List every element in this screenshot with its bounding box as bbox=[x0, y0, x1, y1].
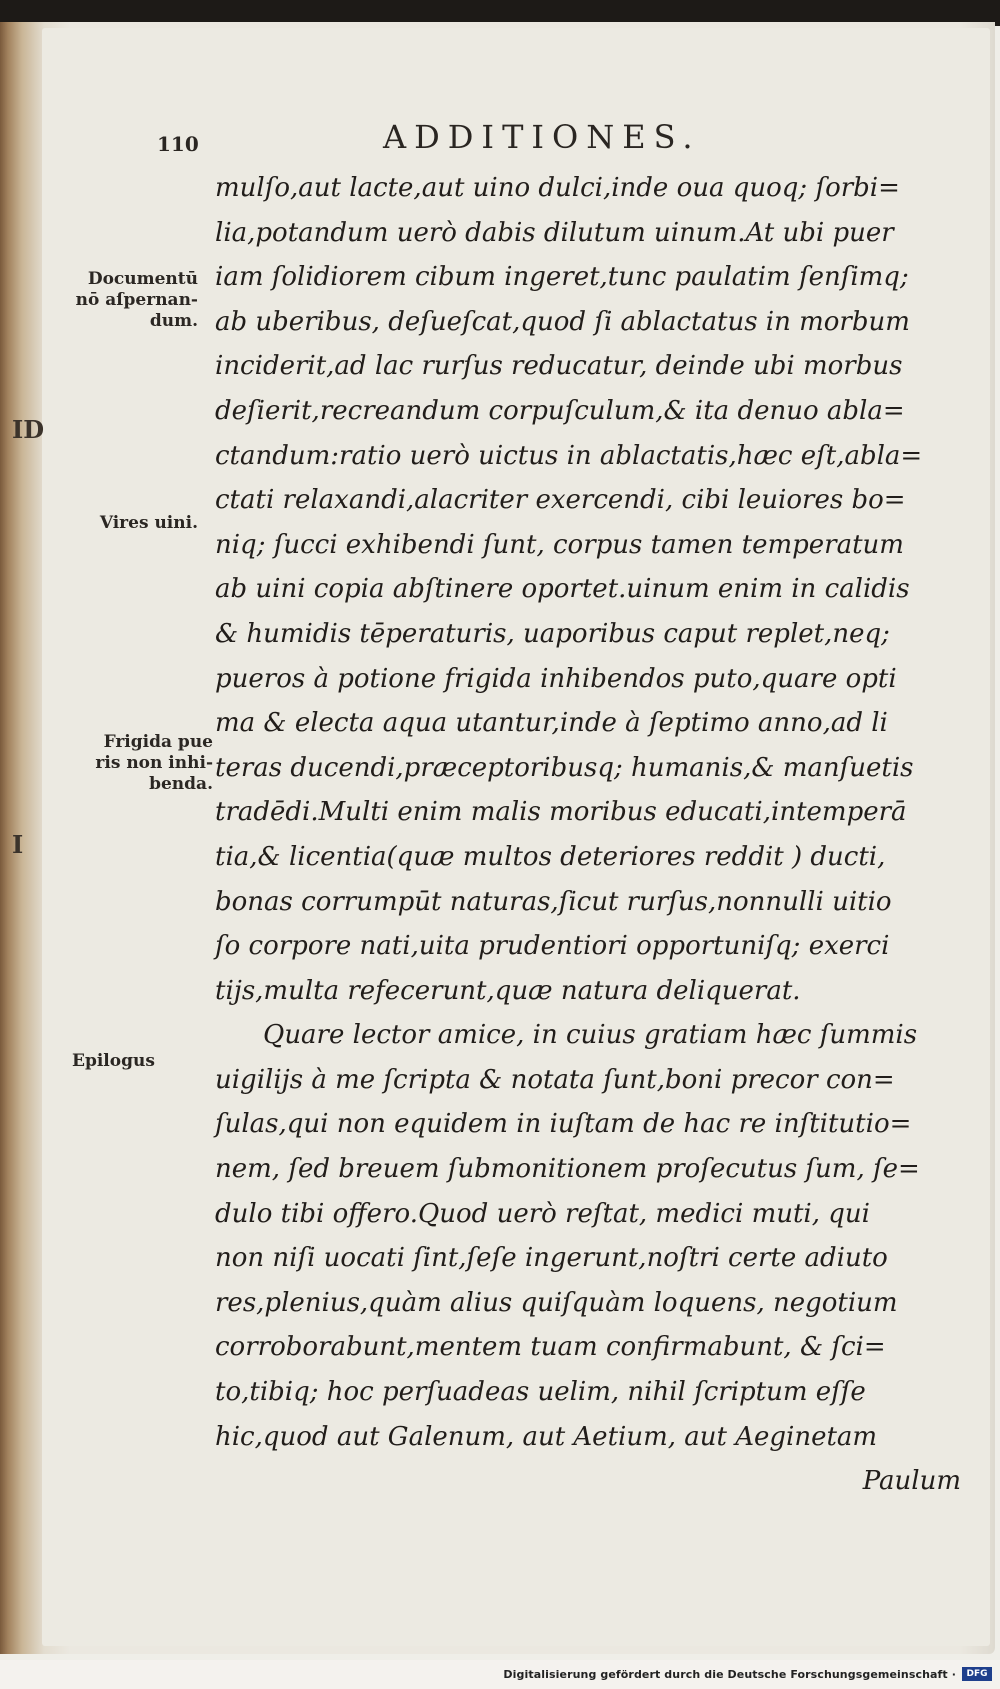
text-line: res,plenius,quàm alius quiſquàm loquens, negotium bbox=[215, 1287, 898, 1318]
running-head bbox=[0, 118, 1000, 158]
text-line: & humidis tēperaturis, uaporibus caput replet,neq; bbox=[215, 618, 890, 649]
text-line: ma & electa aqua utantur,inde à ſeptimo anno,ad li bbox=[215, 708, 888, 739]
text-line: tijs,multa refecerunt,quæ natura deliquerat. bbox=[215, 975, 801, 1006]
text-line: ctati relaxandi,alacriter exercendi, cibi leuiores bo= bbox=[215, 485, 906, 516]
bleed-through-mark: I bbox=[12, 830, 24, 859]
funding-note: Digitalisierung gefördert durch die Deutsche Forschungsgemeinschaft · bbox=[503, 1668, 956, 1681]
text-line: tia,& licentia(quæ multos deteriores reddit ) ducti, bbox=[215, 841, 886, 872]
text-line: Quare lector amice, in cuius gratiam hæc ſummis bbox=[263, 1020, 918, 1051]
running-title: ADDITIONES. bbox=[383, 118, 701, 156]
margin-note-line: Frigida pue bbox=[103, 732, 213, 752]
dfg-logo: DFG bbox=[962, 1667, 992, 1681]
text-line: ab uini copia abſtinere oportet.uinum enim in calidis bbox=[215, 574, 910, 605]
text-line: niq; ſucci exhibendi ſunt, corpus tamen temperatum bbox=[215, 529, 904, 560]
page-number: 110 bbox=[157, 132, 199, 156]
margin-note-line: ris non inhi- bbox=[95, 753, 213, 773]
text-line: teras ducendi,præceptoribusq; humanis,& manſuetis bbox=[215, 752, 914, 783]
margin-note-line: Epilogus bbox=[72, 1051, 155, 1071]
text-line: non niſi uocati ſint,ſeſe ingerunt,noſtri certe adiuto bbox=[215, 1243, 888, 1274]
margin-note-line: dum. bbox=[149, 311, 198, 331]
text-line: ſulas,qui non equidem in iuſtam de hac re inſtitutio= bbox=[215, 1109, 912, 1140]
text-line: iam ſolidiorem cibum ingeret,tunc paulatim ſenſimq; bbox=[215, 262, 909, 293]
text-line: lia,potandum uerò dabis dilutum uinum.At ubi puer bbox=[215, 217, 894, 248]
digitization-footer bbox=[0, 1660, 1000, 1689]
text-line: tradēdi.Multi enim malis moribus educati,intemperā bbox=[215, 797, 907, 828]
text-line: to,tibiq; hoc perſuadeas uelim, nihil ſcriptum eſſe bbox=[215, 1377, 866, 1408]
text-line: mulſo,aut lacte,aut uino dulci,inde oua quoq; ſorbi= bbox=[215, 173, 900, 203]
text-line: ſo corpore nati,uita prudentiori opportuniſq; exerci bbox=[215, 931, 890, 962]
main-text-block bbox=[215, 166, 965, 1504]
text-line: nem, ſed breuem ſubmonitionem proſecutus ſum, ſe= bbox=[215, 1154, 920, 1185]
text-line: hic,quod aut Galenum, aut Aetium, aut Aeginetam bbox=[215, 1421, 878, 1452]
text-line: uigilijs à me ſcripta & notata ſunt,boni precor con= bbox=[215, 1064, 895, 1095]
bleed-through-mark: ID bbox=[12, 415, 45, 444]
margin-note-frigida bbox=[58, 732, 213, 795]
margin-note-line: Vires uini. bbox=[99, 513, 198, 533]
catchword: Paulum bbox=[862, 1466, 961, 1497]
margin-note-vires-vini bbox=[58, 513, 198, 534]
margin-note-line: nō aſpernan- bbox=[75, 290, 198, 310]
text-line: inciderit,ad lac rurſus reducatur, deinde ubi morbus bbox=[215, 351, 903, 382]
text-line: bonas corrumpūt naturas,ſicut rurſus,nonnulli uitio bbox=[215, 886, 892, 917]
margin-note-line: benda. bbox=[149, 774, 213, 794]
text-line: pueros à potione frigida inhibendos puto,quare opti bbox=[215, 663, 897, 694]
text-line: ctandum:ratio uerò uictus in ablactatis,hæc eſt,abla= bbox=[215, 440, 923, 471]
margin-note-epilogus bbox=[58, 1051, 212, 1072]
text-line: corroborabunt,mentem tuam confirmabunt, & ſci= bbox=[215, 1332, 886, 1363]
margin-note-documentum bbox=[58, 269, 198, 332]
text-line: deſierit,recreandum corpuſculum,& ita denuo abla= bbox=[215, 395, 905, 426]
text-line: ab uberibus, deſueſcat,quod ſi ablactatus in morbum bbox=[215, 306, 910, 337]
margin-note-line: Documentū bbox=[87, 269, 198, 289]
text-line: dulo tibi offero.Quod uerò reſtat, medici muti, qui bbox=[215, 1198, 870, 1229]
